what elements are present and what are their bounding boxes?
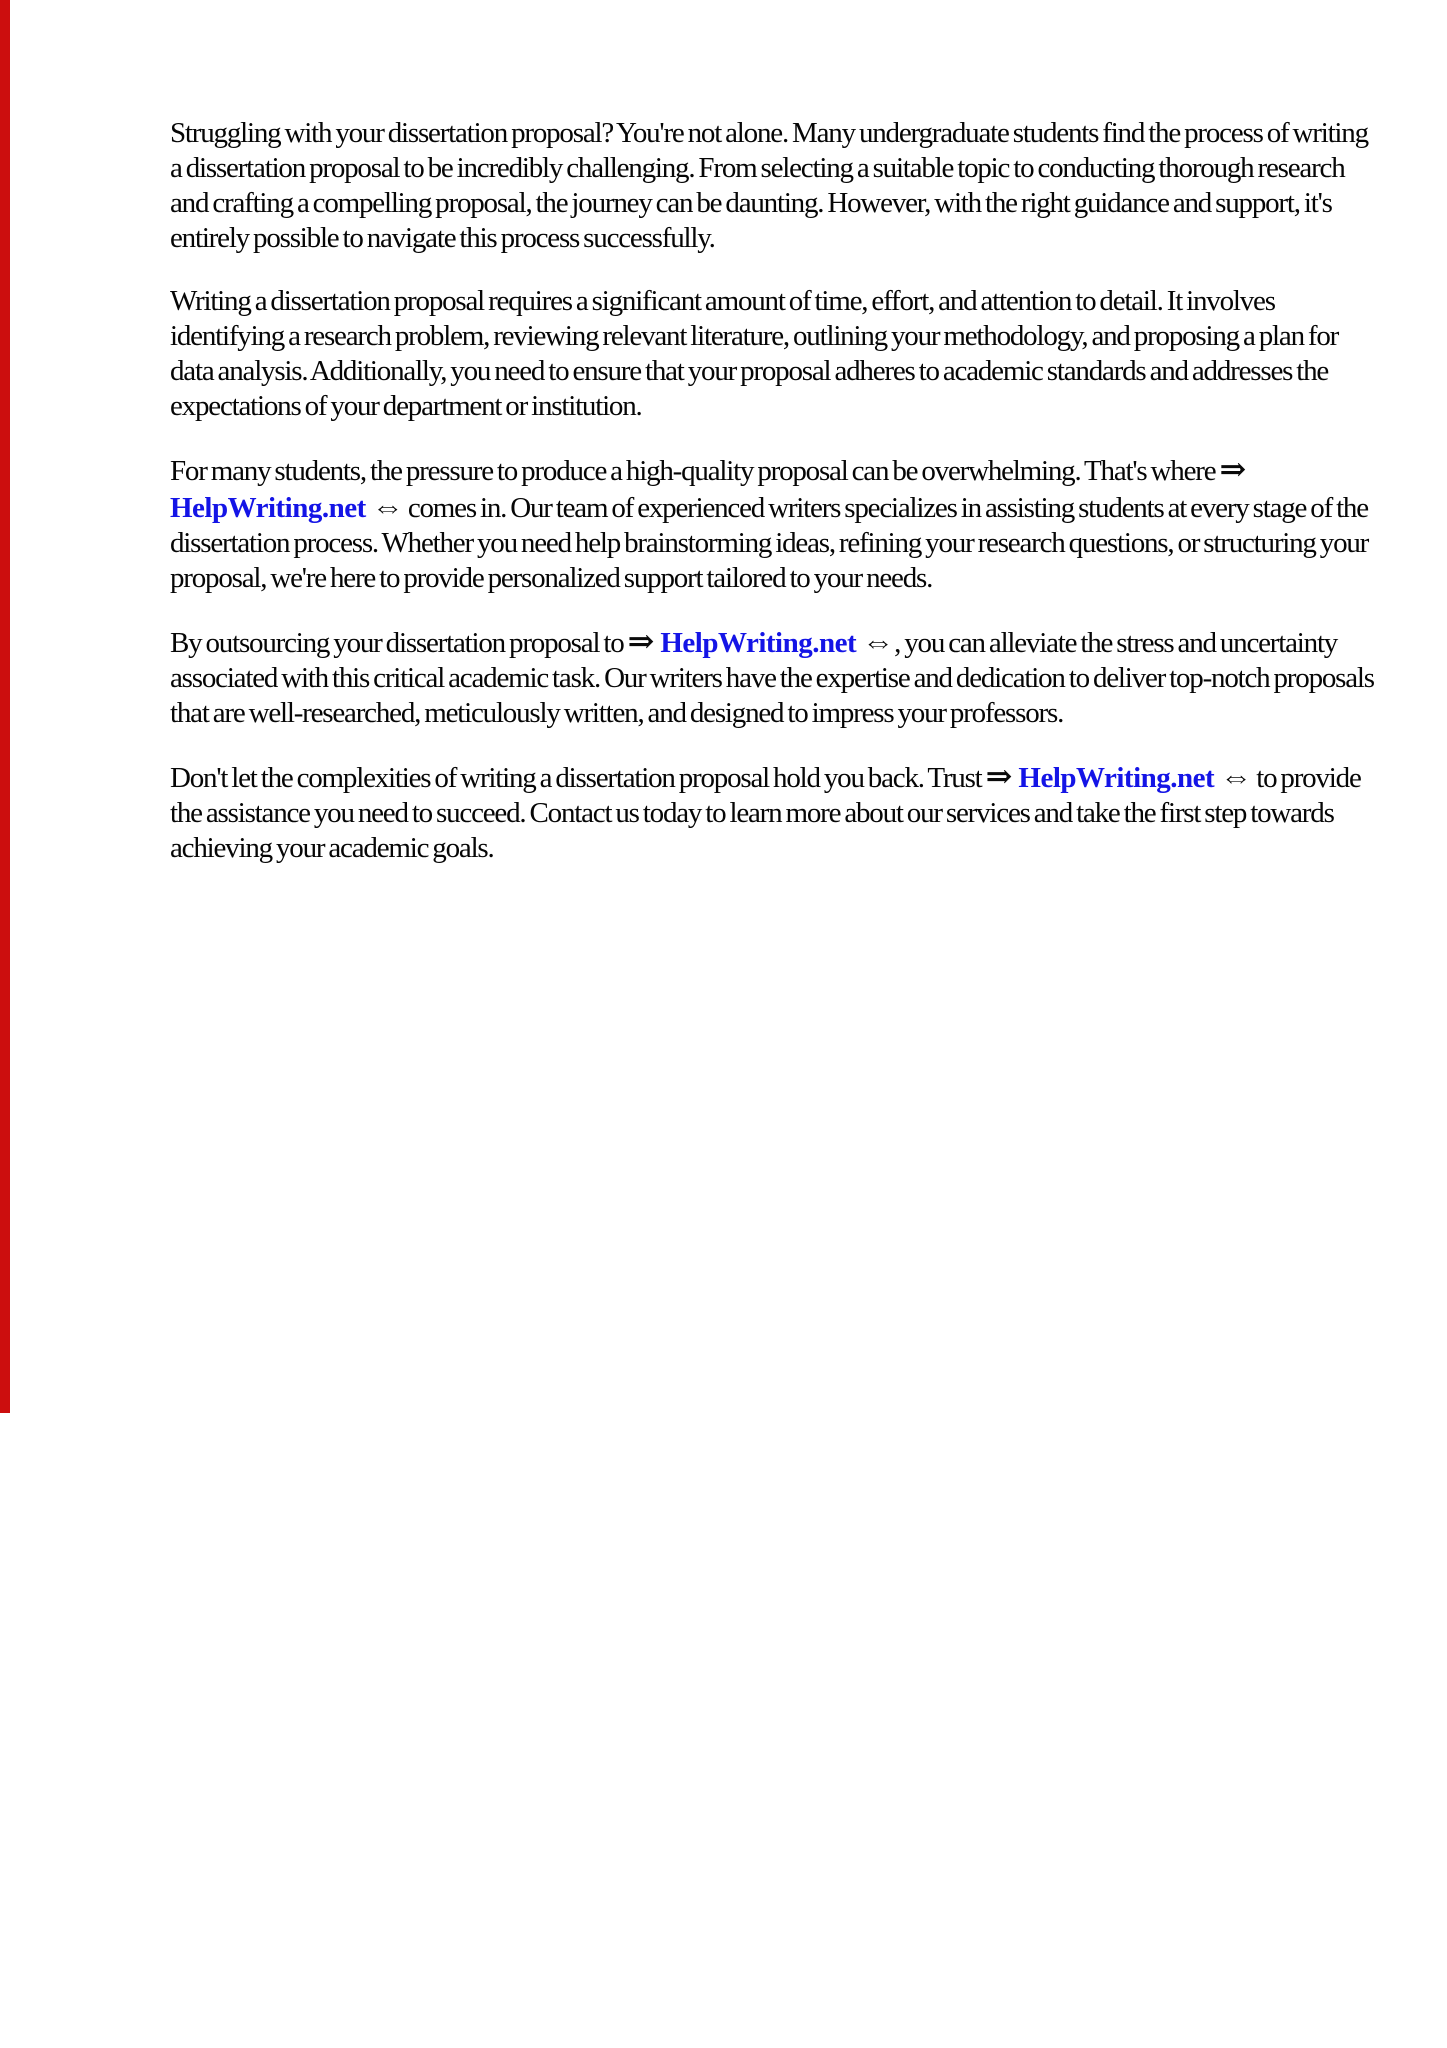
double-arrow-icon: ⇔ bbox=[1214, 758, 1253, 794]
paragraph-text: to provide the assistance you need to succeed. Contact us today to learn more about our services and take the first step towards achieving your academic goals. bbox=[170, 762, 1361, 864]
double-arrow-icon: ⇒ bbox=[1219, 451, 1247, 487]
double-arrow-icon: ⇔ bbox=[856, 623, 895, 659]
double-arrow-icon: ⇒ bbox=[627, 623, 661, 659]
paragraph-text: Struggling with your dissertation proposal? You're not alone. Many undergraduate students find the process of writing a dissertation proposal to be incredibly challenging. From selecting a suitable topic to conducting thorough research and crafting a compelling proposal, the journey can be daunting. However, with the right guidance and support, it's entirely possible to navigate this process successfully. bbox=[170, 117, 1368, 254]
helpwriting-link[interactable]: HelpWriting.net bbox=[1018, 762, 1215, 794]
paragraph bbox=[170, 759, 1375, 866]
paragraph-text: Writing a dissertation proposal requires a significant amount of time, effort, and attention to detail. It involves identifying a research problem, reviewing relevant literature, outlining your methodology, and proposing a plan for data analysis. Additionally, you need to ensure that your proposal adheres to academic standards and addresses the expectations of your department or institution. bbox=[170, 285, 1339, 422]
paragraph bbox=[170, 624, 1375, 731]
paragraph-text: comes in. Our team of experienced writers specializes in assisting students at every stage of the dissertation process. Whether you need help brainstorming ideas, refining your research questions, or structuring your proposal, we're here to provide personalized support tailored to your needs. bbox=[170, 492, 1369, 594]
helpwriting-link[interactable]: HelpWriting.net bbox=[660, 627, 857, 659]
paragraph bbox=[170, 452, 1375, 596]
paragraph-text: For many students, the pressure to produce a high-quality proposal can be overwhelming. That's where bbox=[170, 455, 1220, 487]
paragraph-text: Don't let the complexities of writing a dissertation proposal hold you back. Trust bbox=[170, 762, 986, 794]
paragraph bbox=[170, 116, 1375, 256]
paragraph bbox=[170, 284, 1375, 424]
left-edge-red-bar bbox=[0, 0, 10, 1413]
double-arrow-icon: ⇒ bbox=[985, 758, 1019, 794]
paragraph-text: By outsourcing your dissertation proposal to bbox=[170, 627, 628, 659]
double-arrow-icon: ⇔ bbox=[365, 488, 404, 524]
paragraph-text: , you can alleviate the stress and uncertainty associated with this critical academic task. Our writers have the expertise and dedication to deliver top-notch proposals that are well-researched, meticulously written, and designed to impress your professors. bbox=[170, 627, 1374, 729]
document-content bbox=[170, 116, 1375, 894]
helpwriting-link[interactable]: HelpWriting.net bbox=[170, 492, 366, 524]
